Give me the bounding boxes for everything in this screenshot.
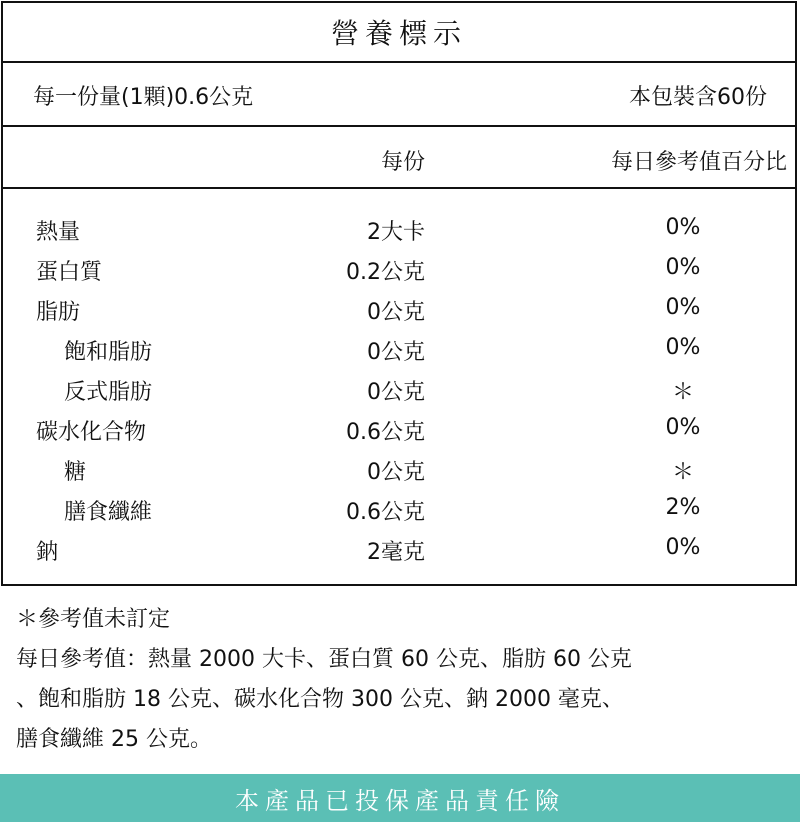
nutrient-amount: 0公克 [367, 380, 425, 405]
servings-per-package: 本包裝含60份 [629, 85, 767, 110]
nutrient-row-fat [3, 291, 795, 331]
nutrient-daily-value: 0% [665, 295, 701, 320]
nutrient-daily-value: 0% [665, 415, 701, 440]
reference-note-line: 膳食纖維 25 公克。 [16, 727, 212, 752]
nutrient-table [3, 211, 795, 571]
footnotes [16, 600, 796, 760]
nutrient-name: 飽和脂肪 [64, 340, 153, 365]
serving-size: 每一份量(1顆)0.6公克 [33, 85, 254, 110]
nutrient-name: 反式脂肪 [64, 380, 153, 405]
nutrient-row-dietary-fiber [3, 491, 795, 531]
nutrient-row-sugar [3, 451, 795, 491]
insurance-banner: 本產品已投保產品責任險 [0, 774, 800, 822]
undetermined-note: ＊參考值未訂定 [16, 607, 171, 632]
nutrient-amount: 0.6公克 [346, 500, 425, 525]
nutrient-name: 脂肪 [36, 300, 81, 325]
nutrient-daily-value: 0% [665, 535, 701, 560]
daily-value-header: 每日參考值百分比 [610, 150, 787, 175]
nutrient-daily-value: 0% [665, 255, 701, 280]
nutrient-amount: 0.6公克 [346, 420, 425, 445]
divider [3, 187, 795, 189]
nutrient-amount: 0公克 [367, 340, 425, 365]
nutrient-amount: 0公克 [367, 300, 425, 325]
nutrient-row-sodium [3, 531, 795, 571]
nutrient-amount: 2毫克 [367, 540, 425, 565]
nutrient-row-saturated-fat [3, 331, 795, 371]
per-serving-header: 每份 [380, 150, 425, 175]
nutrient-daily-value: 2% [665, 495, 701, 520]
nutrient-amount: 0.2公克 [346, 260, 425, 285]
nutrient-name: 糖 [64, 460, 87, 485]
nutrient-name: 鈉 [36, 540, 59, 565]
nutrient-amount: 2大卡 [367, 220, 425, 245]
nutrition-label [1, 1, 797, 586]
nutrient-daily-value: ＊ [671, 380, 694, 405]
nutrient-row-protein [3, 251, 795, 291]
nutrient-name: 蛋白質 [36, 260, 103, 285]
nutrient-name: 碳水化合物 [36, 420, 147, 445]
nutrient-row-trans-fat [3, 371, 795, 411]
nutrient-name: 熱量 [36, 220, 81, 245]
reference-note-line: 每日參考值：熱量 2000 大卡、蛋白質 60 公克、脂肪 60 公克 [16, 647, 632, 672]
nutrient-daily-value: 0% [665, 215, 701, 240]
reference-note-line: 、飽和脂肪 18 公克、碳水化合物 300 公克、鈉 2000 毫克、 [16, 687, 624, 712]
nutrient-row-carbohydrate [3, 411, 795, 451]
serving-info [3, 63, 795, 125]
nutrient-daily-value: 0% [665, 335, 701, 360]
nutrient-daily-value: ＊ [671, 460, 694, 485]
column-header [3, 127, 795, 187]
nutrient-row-calories [3, 211, 795, 251]
nutrient-name: 膳食纖維 [64, 500, 153, 525]
nutrient-amount: 0公克 [367, 460, 425, 485]
label-title: 營養標示 [330, 17, 467, 50]
